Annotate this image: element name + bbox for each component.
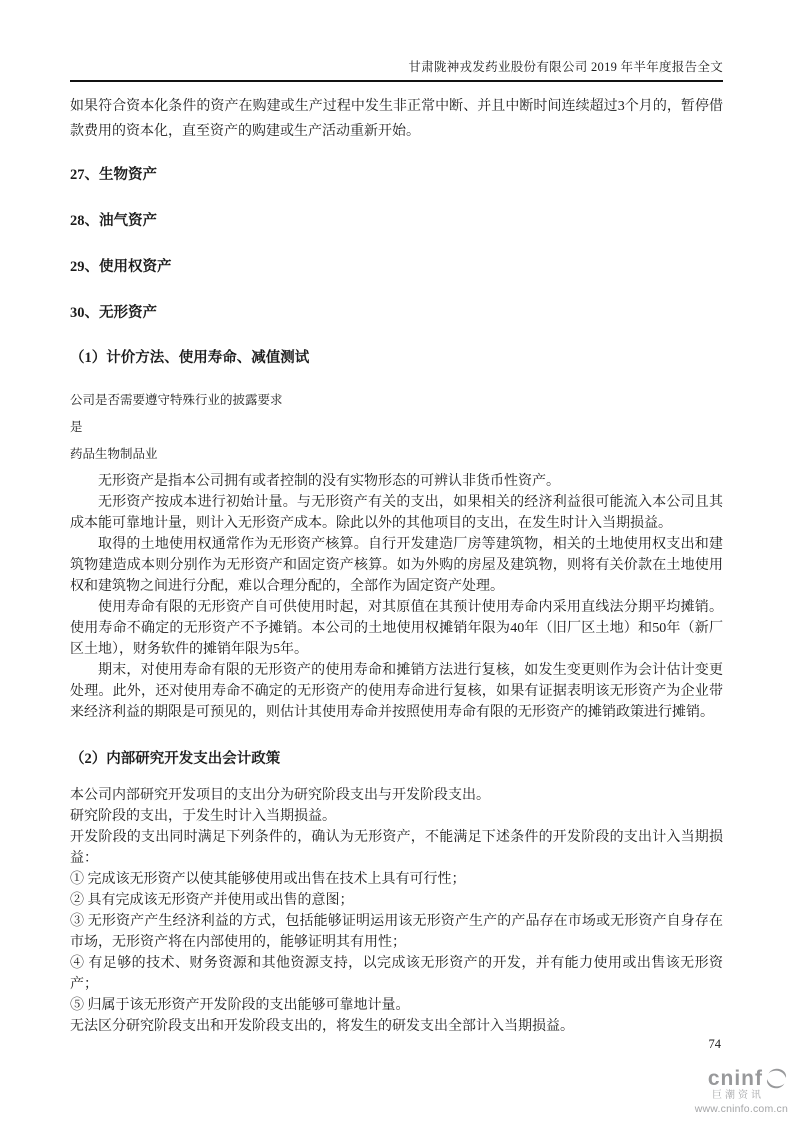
rd-paragraph: 开发阶段的支出同时满足下列条件的，确认为无形资产，不能满足下述条件的开发阶段的支出计入当期损益： [70, 830, 723, 866]
intro-paragraph: 如果符合资本化条件的资产在购建或生产过程中发生非正常中断、并且中断时间连续超过3个月的，暂停借款费用的资本化，直至资产的购建或生产活动重新开始。 [70, 99, 723, 139]
policy-paragraph: 取得的土地使用权通常作为无形资产核算。自行开发建造厂房等建筑物，相关的土地使用权支出和建筑物建造成本则分别作为无形资产和固定资产核算。如为外购的房屋及建筑物，则将有关价款在土地使用权和建筑物之间进行分配，难以合理分配的，全部作为固定资产处理。 [70, 537, 723, 594]
section-heading-29: 29、使用权资产 [70, 259, 172, 275]
disclosure-block [70, 387, 723, 468]
page-header [70, 0, 723, 82]
policy-paragraph: 无形资产是指本公司拥有或者控制的没有实物形态的可辨认非货币性资产。 [98, 474, 560, 489]
rd-condition-2: ② 具有完成该无形资产并使用或出售的意图； [70, 893, 354, 908]
policy-paragraph: 无形资产按成本进行初始计量。与无形资产有关的支出，如果相关的经济利益很可能流入本公司且其成本能可靠地计量，则计入无形资产成本。除此以外的其他项目的支出，在发生时计入当期损益。 [70, 495, 723, 531]
rd-condition-4: ④ 有足够的技术、财务资源和其他资源支持，以完成该无形资产的开发，并有能力使用或出售该无形资产； [70, 956, 723, 992]
subsection-heading-1: （1）计价方法、使用寿命、减值测试 [70, 350, 310, 366]
disclosure-question: 公司是否需要遵守特殊行业的披露要求 [70, 393, 283, 407]
rd-paragraph: 本公司内部研究开发项目的支出分为研究阶段支出与开发阶段支出。 [70, 788, 490, 803]
cninfo-logo [695, 1067, 788, 1115]
rd-expenditure-policy [70, 785, 723, 1037]
policy-paragraph: 使用寿命有限的无形资产自可供使用时起，对其原值在其预计使用寿命内采用直线法分期平均摊销。使用寿命不确定的无形资产不予摊销。本公司的土地使用权摊销年限为40年（旧厂区土地）和50年（新厂区土地），财务软件的摊销年限为5年。 [70, 600, 723, 657]
subsection-heading-2: （2）内部研究开发支出会计政策 [70, 751, 281, 767]
intangible-assets-policy [70, 471, 723, 723]
section-heading-28: 28、油气资产 [70, 213, 157, 229]
section-heading-30: 30、无形资产 [70, 305, 157, 321]
rd-condition-3: ③ 无形资产产生经济利益的方式，包括能够证明运用该无形资产生产的产品存在市场或无形资产自身存在市场，无形资产将在内部使用的，能够证明其有用性； [70, 914, 723, 950]
rd-condition-5: ⑤ 归属于该无形资产开发阶段的支出能够可靠地计量。 [70, 998, 410, 1013]
cninfo-caption: 巨潮资讯 [712, 1089, 764, 1101]
section-heading-27: 27、生物资产 [70, 167, 157, 183]
cninfo-brand-text: cninf [707, 1066, 763, 1090]
cninfo-logo-row [695, 1067, 788, 1090]
report-title: 甘肃陇神戎发药业股份有限公司 2019 年半年度报告全文 [408, 60, 723, 74]
page-number: 74 [708, 1037, 721, 1051]
cninfo-url: www.cninfo.com.cn [694, 1102, 788, 1115]
page-content [70, 80, 723, 1037]
rd-closing-paragraph: 无法区分研究阶段支出和开发阶段支出的，将发生的研发支出全部计入当期损益。 [70, 1019, 574, 1034]
cninfo-swirl-icon [765, 1067, 788, 1090]
policy-paragraph: 期末，对使用寿命有限的无形资产的使用寿命和摊销方法进行复核，如发生变更则作为会计估计变更处理。此外，还对使用寿命不确定的无形资产的使用寿命进行复核，如果有证据表明该无形资产为企业带来经济利益的期限是可预见的，则估计其使用寿命并按照使用寿命有限的无形资产的摊销政策进行摊销。 [70, 663, 723, 720]
rd-paragraph: 研究阶段的支出，于发生时计入当期损益。 [70, 809, 336, 824]
disclosure-answer: 是 [70, 420, 83, 434]
industry-label: 药品生物制品业 [70, 447, 158, 461]
rd-condition-1: ① 完成该无形资产以使其能够使用或出售在技术上具有可行性； [70, 872, 466, 887]
